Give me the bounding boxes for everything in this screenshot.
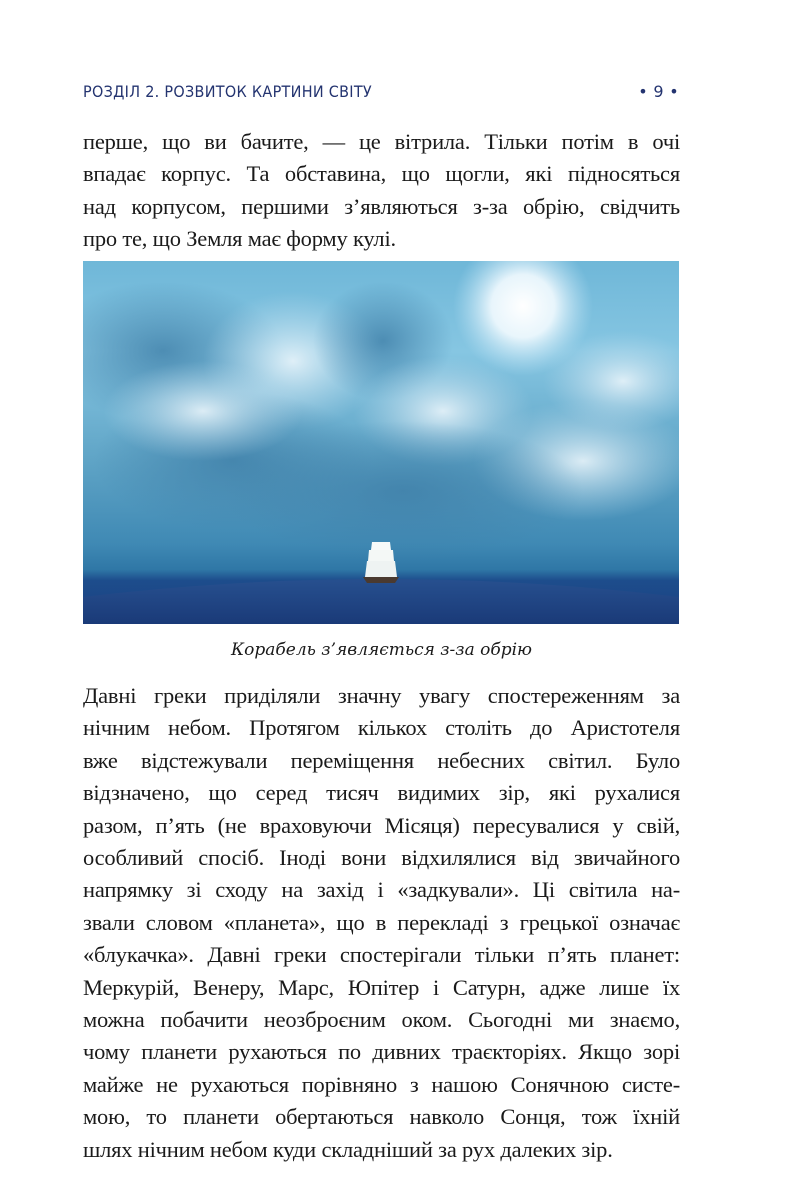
text-line: разом, п’ять (не враховуючи Місяця) пересувалися у свій, (83, 812, 680, 838)
text-line: Меркурій, Венеру, Марс, Юпітер і Сатурн, адже лише їх (83, 974, 680, 1000)
ship-horizon-illustration (83, 261, 679, 624)
text-line: звали словом «планета», що в перекладі з грецької означає (83, 909, 680, 935)
paragraph-intro (83, 126, 680, 256)
text-line: особливий спосіб. Іноді вони відхилялися від звичайного (83, 845, 680, 871)
paragraph-greeks (83, 680, 680, 1166)
text-line: шлях нічним небом куди складніший за рух далеких зір. (83, 1136, 613, 1162)
running-header (83, 78, 679, 104)
figure-caption: Корабель з’являється з-за обрію (230, 640, 533, 660)
text-line: впадає корпус. Та обставина, що щогли, які підносяться (83, 161, 680, 187)
text-line: про те, що Земля має форму кулі. (83, 226, 396, 252)
text-line: «блукачка». Давні греки спостерігали тільки п’ять планет: (83, 942, 680, 968)
text-line: відзначено, що серед тисяч видимих зір, які рухалися (83, 780, 680, 806)
chapter-title: РОЗДІЛ 2. РОЗВИТОК КАРТИНИ СВІТУ (83, 81, 372, 101)
text-line: можна побачити неозброєним оком. Сьогодні ми знаємо, (83, 1007, 680, 1033)
text-line: майже не рухаються порівняно з нашою Сонячною систе- (83, 1071, 680, 1097)
text-line: Давні греки приділяли значну увагу спостереженням за (83, 683, 680, 708)
text-line: мою, то планети обертаються навколо Сонця, тож їхній (83, 1104, 680, 1130)
page-number: • 9 • (638, 81, 679, 101)
text-line: вже відстежували переміщення небесних світил. Було (83, 747, 680, 773)
text-line: чому планети рухаються по дивних траєкторіях. Якщо зорі (83, 1039, 680, 1065)
text-line: напрямку зі сходу на захід і «задкували». Ці світила на- (83, 877, 680, 903)
text-line: над корпусом, першими з’являються з-за обрію, свідчить (83, 193, 680, 219)
text-line: перше, що ви бачите, — це вітрила. Тільки потім в очі (83, 129, 680, 154)
text-line: нічним небом. Протягом кількох століть до Аристотеля (83, 715, 680, 741)
